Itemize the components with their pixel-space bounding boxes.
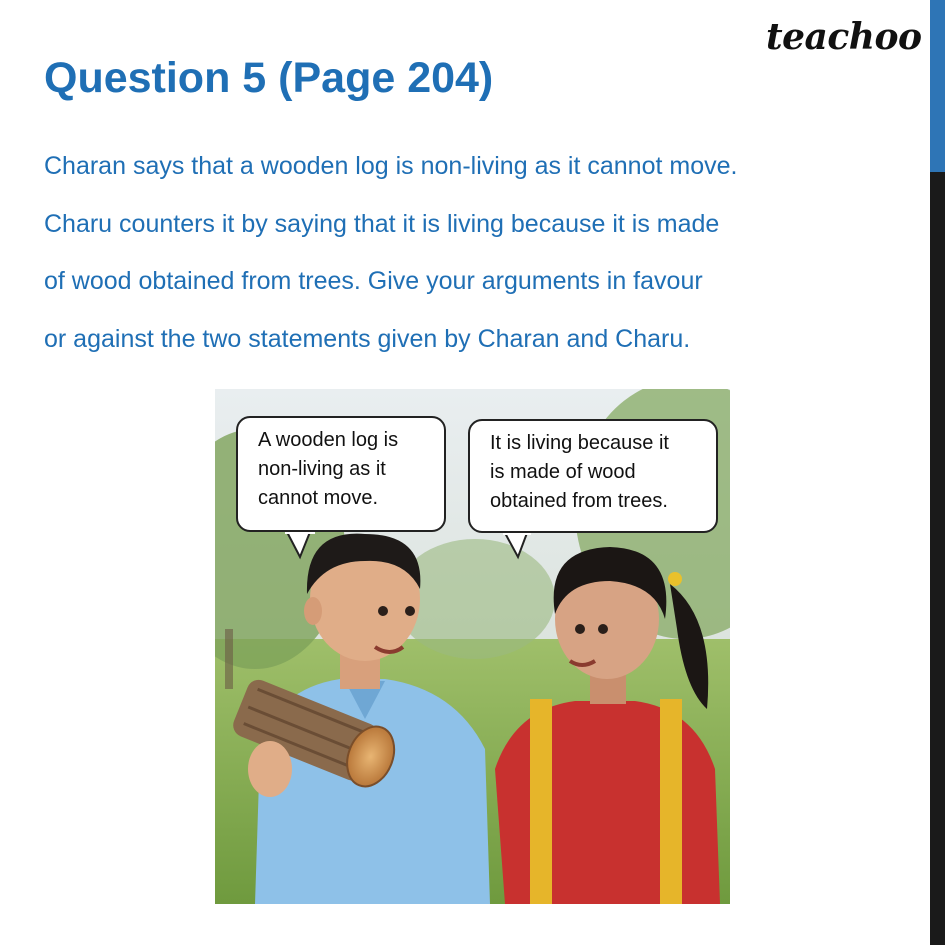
bubble-line: cannot move. <box>258 487 379 509</box>
question-line: Charu counters it by saying that it is living because it is made <box>44 209 720 238</box>
teachoo-logo: teachoo <box>766 16 922 58</box>
sidebar-accent-bar <box>930 0 945 172</box>
question-line: or against the two statements given by Charan and Charu. <box>44 324 691 353</box>
question-line: of wood obtained from trees. Give your arguments in favour <box>44 267 703 295</box>
question-title: Question 5 (Page 204) <box>44 54 494 102</box>
bubble-line: non-living as it <box>258 458 386 480</box>
question-text <box>44 138 884 368</box>
question-line: Charan says that a wooden log is non-living as it cannot move. <box>44 152 738 180</box>
speech-bubble-charu <box>468 419 718 533</box>
bubble-line: obtained from trees. <box>490 490 668 512</box>
bubble-line: A wooden log is <box>258 429 399 451</box>
bubble-line: is made of wood <box>490 461 636 483</box>
illustration-photo <box>215 389 730 904</box>
bubble-line: It is living because it <box>490 432 669 454</box>
speech-bubble-charan <box>236 416 446 532</box>
